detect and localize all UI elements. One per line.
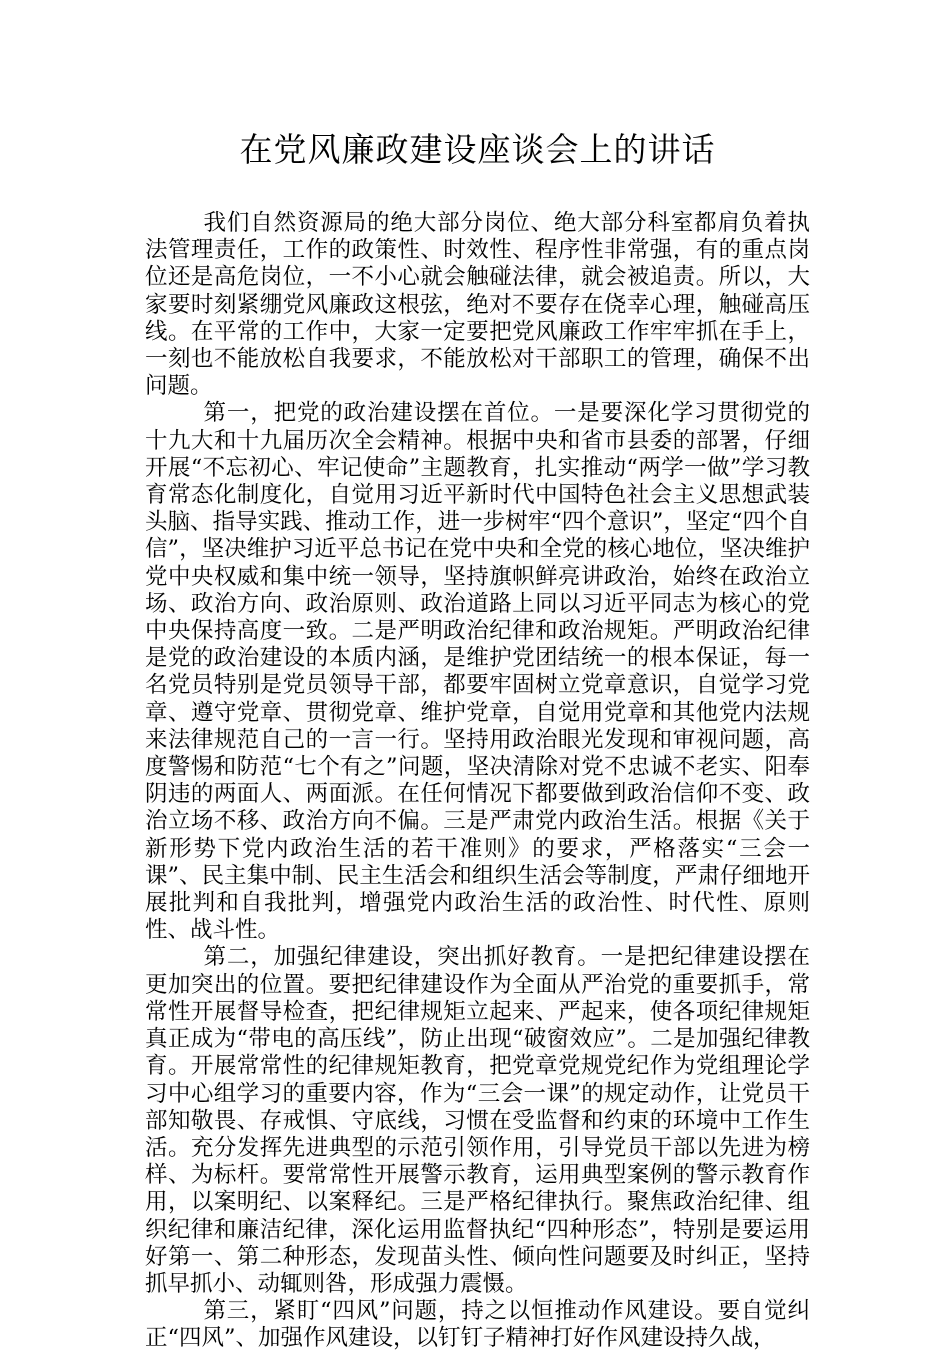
paragraph-second-point: 第二，加强纪律建设，突出抓好教育。一是把纪律建设摆在更加突出的位置。要把纪律建设作为全面从严治党的重要抓手，常常性开展督导检查，把纪律规矩立起来、严起来，使各项纪律规矩真正成为“带电的高压线”，防止出现“破窗效应”。二是加强纪律教育。开展常常性的纪律规矩教育，把党章党规党纪作为党组理论学习中心组学习的重要内容，作为“三会一课”的规定动作，让党员干部知敬畏、存戒惧、守底线，习惯在受监督和约束的环境中工作生活。充分发挥先进典型的示范引领作用，引导党员干部以先进为榜样、为标杆。要常常性开展警示教育，运用典型案例的警示教育作用，以案明纪、以案释纪。三是严格纪律执行。聚焦政治纪律、组织纪律和廉洁纪律，深化运用监督执纪“四种形态”，特别是要运用好第一、第二种形态，发现苗头性、倾向性问题要及时纠正，坚持抓早抓小、动辄则咎，形成强力震慑。 [145, 944, 810, 1297]
paragraph-intro: 我们自然资源局的绝大部分岗位、绝大部分科室都肩负着执法管理责任，工作的政策性、时效性、程序性非常强，有的重点岗位还是高危岗位，一不小心就会触碰法律，就会被追责。所以，大家要时刻紧绷党风廉政这根弦，绝对不要存在侥幸心理，触碰高压线。在平常的工作中，大家一定要把党风廉政工作牢牢抓在手上，一刻也不能放松自我要求，不能放松对干部职工的管理，确保不出问题。 [145, 210, 810, 400]
document-title: 在党风廉政建设座谈会上的讲话 [239, 130, 716, 169]
paragraph-first-point: 第一，把党的政治建设摆在首位。一是要深化学习贯彻党的十九大和十九届历次全会精神。根据中央和省市县委的部署，仔细开展“不忘初心、牢记使命”主题教育，扎实推动“两学一做”学习教育常态化制度化，自觉用习近平新时代中国特色社会主义思想武装头脑、指导实践、推动工作，进一步树牢“四个意识”，坚定“四个自信”，坚决维护习近平总书记在党中央和全党的核心地位，坚决维护党中央权威和集中统一领导，坚持旗帜鲜亮讲政治，始终在政治立场、政治方向、政治原则、政治道路上同以习近平同志为核心的党中央保持高度一致。二是严明政治纪律和政治规矩。严明政治纪律是党的政治建设的本质内涵，是维护党团结统一的根本保证，每一名党员特别是党员领导干部，都要牢固树立党章意识，自觉学习党章、遵守党章、贯彻党章、维护党章，自觉用党章和其他党内法规来法律规范自己的一言一行。坚持用政治眼光发现和审视问题，高度警惕和防范“七个有之”问题，坚决清除对党不忠诚不老实、阳奉阴违的两面人、两面派。在任何情况下都要做到政治信仰不变、政治立场不移、政治方向不偏。三是严肃党内政治生活。根据《关于新形势下党内政治生活的若干准则》的要求，严格落实“三会一课”、民主集中制、民主生活会和组织生活会等制度，严肃仔细地开展批判和自我批判，增强党内政治生活的政治性、时代性、原则性、战斗性。 [145, 400, 810, 944]
document-page [145, 128, 810, 1353]
paragraph-third-point: 第三，紧盯“四风”问题，持之以恒推动作风建设。要自觉纠正“四风”、加强作风建设，以钉钉子精神打好作风建设持久战， [145, 1298, 810, 1352]
